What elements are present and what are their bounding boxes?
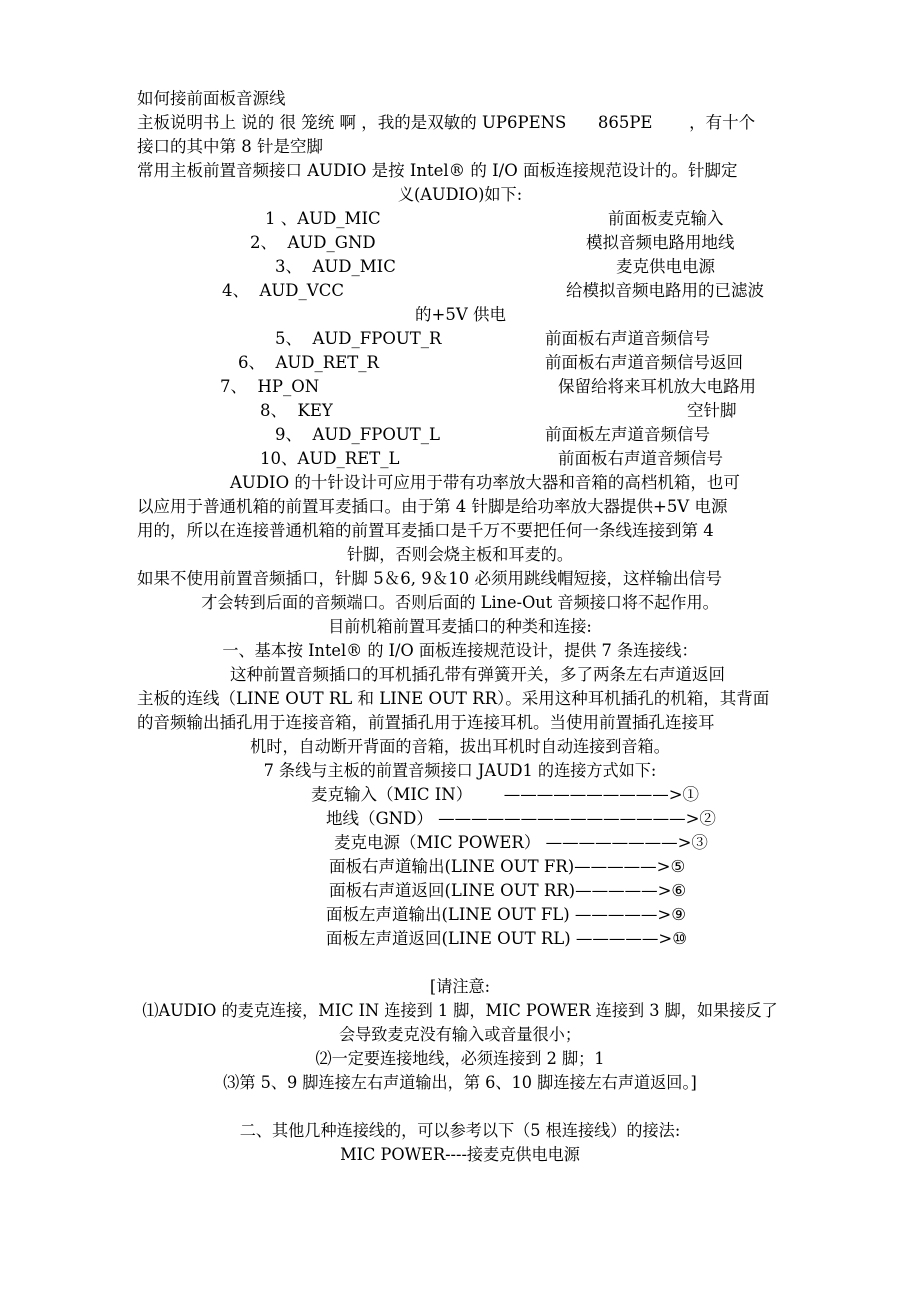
wiring-item: 面板左声道返回(LINE OUT RL) —————>⑩: [326, 929, 688, 948]
pin-name: 10、AUD_RET_L: [260, 449, 400, 468]
note-line: 会导致麦克没有输入或音量很小；: [338, 1025, 582, 1044]
wiring-item: 面板右声道输出(LINE OUT FR)—————>⑤: [329, 857, 686, 876]
pin-name: 9、 AUD_FPOUT_L: [275, 425, 440, 444]
pin-name: 2、 AUD_GND: [250, 233, 376, 252]
no-plug-paragraph-line: 如果不使用前置音频插口，针脚 5＆6, 9＆10 必须用跳线帽短接，这样输出信号: [137, 569, 722, 588]
pin-description: 保留给将来耳机放大电路用: [558, 377, 756, 396]
jack-paragraph-line: 的音频输出插孔用于连接音箱，前置插孔用于连接耳机。当使用前置插孔连接耳: [137, 713, 715, 732]
section-one-heading: 一、基本按 Intel® 的 I/O 面板连接规范设计，提供 7 条连接线：: [222, 641, 698, 660]
wiring-title: 7 条线与主板的前置音频接口 JAUD1 的连接方式如下:: [263, 761, 657, 780]
pin-name: 7、 HP_ON: [220, 377, 320, 396]
audio-paragraph-line: 以应用于普通机箱的前置耳麦插口。由于第 4 针脚是给功率放大器提供+5V 电源: [137, 497, 728, 516]
pin-name: 8、 KEY: [260, 401, 333, 420]
note-line: ⑴AUDIO 的麦克连接，MIC IN 连接到 1 脚，MIC POWER 连接到 3 脚，如果接反了: [142, 1001, 778, 1020]
jack-paragraph-line: 主板的连线（LINE OUT RL 和 LINE OUT RR）。采用这种耳机插孔的机箱，其背面: [137, 689, 770, 708]
intro-line: 接口的其中第 8 针是空脚: [137, 137, 323, 156]
pin-name: 3、 AUD_MIC: [275, 257, 396, 276]
wiring-item: 麦克输入（MIC IN） ——————————>①: [311, 785, 700, 804]
wiring-item: 面板左声道输出(LINE OUT FL) —————>⑨: [326, 905, 687, 924]
pin-description: 前面板右声道音频信号: [545, 329, 710, 348]
wiring-item: 麦克电源（MIC POWER） ————————>③: [334, 833, 708, 852]
jack-paragraph-line: 这种前置音频插口的耳机插孔带有弹簧开关，多了两条左右声道返回: [230, 665, 725, 684]
pin-description: 前面板麦克输入: [608, 209, 724, 228]
mic-power-line: MIC POWER----接麦克供电电源: [340, 1145, 580, 1164]
section-title: 目前机箱前置耳麦插口的种类和连接:: [328, 617, 592, 636]
audio-paragraph-line: 用的，所以在连接普通机箱的前置耳麦插口是千万不要把任何一条线连接到第 4: [137, 521, 714, 540]
spec-intro-line: 常用主板前置音频接口 AUDIO 是按 Intel® 的 I/O 面板连接规范设计的。针脚定: [137, 161, 738, 180]
pin-description: 模拟音频电路用地线: [586, 233, 735, 252]
pin-description-continued: 的+5V 供电: [415, 305, 506, 324]
pin-description: 空针脚: [687, 401, 737, 420]
pin-name: 6、 AUD_RET_R: [238, 353, 379, 372]
pin-description: 前面板右声道音频信号: [558, 449, 723, 468]
note-line: ⑵一定要连接地线，必须连接到 2 脚；1: [315, 1049, 605, 1068]
jack-paragraph-line: 机时，自动断开背面的音箱，拔出耳机时自动连接到音箱。: [250, 737, 670, 756]
pin-name: 1 、AUD_MIC: [265, 209, 381, 228]
spec-intro-line: 义(AUDIO)如下:: [397, 185, 523, 204]
intro-line: 主板说明书上 说的 很 笼统 啊 ，我的是双敏的 UP6PENS 865PE ，有十个: [137, 113, 756, 132]
pin-description: 前面板左声道音频信号: [545, 425, 710, 444]
wiring-item: 面板右声道返回(LINE OUT RR)—————>⑥: [329, 881, 687, 900]
pin-description: 麦克供电电源: [616, 257, 715, 276]
notes-heading: [请注意:: [429, 977, 491, 996]
audio-paragraph-line: AUDIO 的十针设计可应用于带有功率放大器和音箱的高档机箱，也可: [230, 473, 740, 492]
pin-description: 前面板右声道音频信号返回: [545, 353, 743, 372]
document-title: 如何接前面板音源线: [137, 89, 286, 108]
no-plug-paragraph-line: 才会转到后面的音频端口。否则后面的 Line-Out 音频接口将不起作用。: [201, 593, 719, 612]
pin-name: 4、 AUD_VCC: [222, 281, 344, 300]
pin-name: 5、 AUD_FPOUT_R: [275, 329, 442, 348]
note-line: ⑶第 5、9 脚连接左右声道输出，第 6、10 脚连接左右声道返回。]: [223, 1073, 697, 1092]
audio-paragraph-line: 针脚，否则会烧主板和耳麦的。: [347, 545, 573, 564]
pin-description: 给模拟音频电路用的已滤波: [566, 281, 764, 300]
wiring-item: 地线（GND） ———————————————>②: [326, 809, 716, 828]
section-two-heading: 二、其他几种连接线的，可以参考以下（5 根连接线）的接法:: [239, 1121, 681, 1140]
